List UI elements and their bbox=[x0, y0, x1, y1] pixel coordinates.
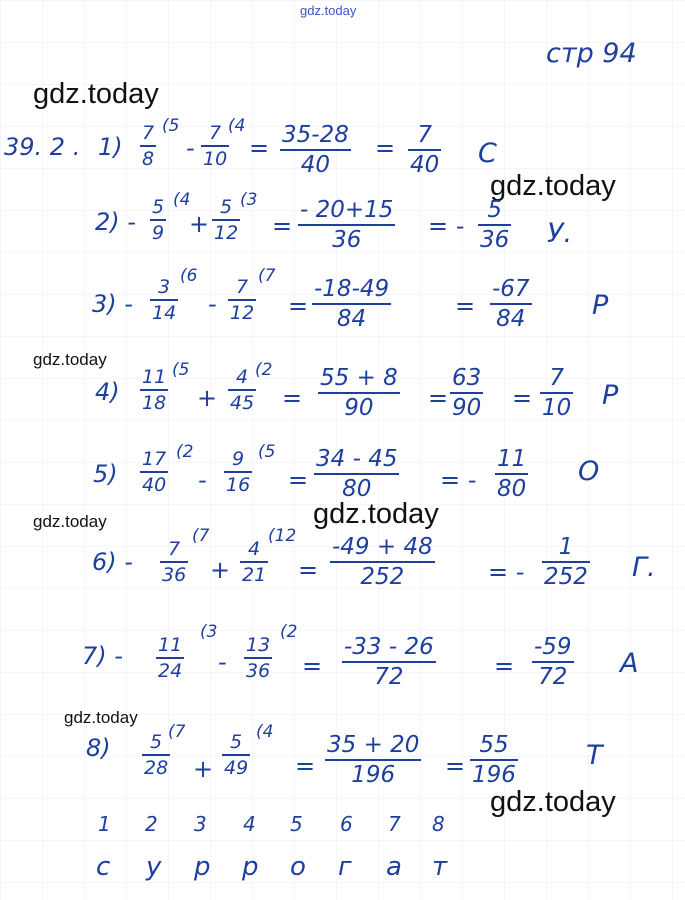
numerator: 11 bbox=[497, 446, 527, 472]
fraction-1 bbox=[140, 368, 168, 413]
numerator: 35 + 20 bbox=[327, 732, 420, 758]
fraction-3 bbox=[312, 278, 391, 331]
equals: = bbox=[375, 134, 396, 162]
equals: = bbox=[428, 384, 449, 412]
factor: (2 bbox=[280, 622, 298, 642]
numerator: 5 bbox=[230, 731, 243, 753]
factor: (5 bbox=[258, 442, 276, 462]
factor: (12 bbox=[268, 526, 297, 546]
numerator: 5 bbox=[220, 196, 233, 218]
fraction-3 bbox=[330, 536, 435, 589]
denominator: 28 bbox=[144, 757, 169, 779]
numerator: -18-49 bbox=[314, 276, 390, 302]
number-6: 6 bbox=[340, 812, 353, 836]
factor: (2 bbox=[176, 442, 194, 462]
numerator: 3 bbox=[158, 276, 171, 298]
numerator: 5 bbox=[152, 196, 165, 218]
denominator: 45 bbox=[230, 392, 255, 414]
equals: = bbox=[302, 652, 323, 680]
letter-6: г bbox=[338, 852, 352, 882]
equals: = - bbox=[488, 558, 525, 586]
fraction-4 bbox=[495, 448, 528, 501]
operator: + bbox=[210, 556, 231, 584]
numerator: 1 bbox=[558, 534, 574, 560]
watermark-6: gdz.today bbox=[64, 708, 138, 727]
fraction-2 bbox=[240, 540, 268, 585]
operator: - bbox=[186, 134, 195, 162]
factor: (4 bbox=[173, 190, 191, 210]
row-label: 5) bbox=[93, 460, 118, 488]
fraction-3 bbox=[314, 448, 399, 501]
denominator: 80 bbox=[497, 476, 527, 502]
answer-letter: Т bbox=[586, 740, 603, 771]
factor: (7 bbox=[258, 266, 276, 286]
numerator: 7 bbox=[417, 122, 432, 148]
equals: = bbox=[455, 292, 476, 320]
watermark-2: gdz.today bbox=[490, 170, 616, 202]
operator: - bbox=[208, 290, 217, 318]
equals: = bbox=[288, 292, 309, 320]
denominator: 36 bbox=[246, 660, 271, 682]
numerator: 63 bbox=[452, 365, 482, 391]
number-5: 5 bbox=[290, 812, 303, 836]
answer-letter: Р bbox=[602, 380, 619, 411]
row-label: 2) - bbox=[95, 208, 136, 236]
answer-letter: Г. bbox=[632, 552, 656, 583]
denominator: 40 bbox=[300, 152, 331, 178]
denominator: 12 bbox=[230, 302, 255, 324]
answer-letter: О bbox=[578, 456, 600, 487]
numerator: 13 bbox=[246, 634, 271, 656]
numerator: 7 bbox=[209, 122, 222, 144]
number-2: 2 bbox=[145, 812, 158, 836]
fraction-4 bbox=[470, 734, 518, 787]
fraction-5 bbox=[540, 367, 573, 420]
denominator: 10 bbox=[542, 395, 572, 421]
row-label: 6) - bbox=[92, 548, 133, 576]
denominator: 196 bbox=[472, 762, 516, 788]
letter-1: с bbox=[96, 852, 111, 882]
fraction-1 bbox=[140, 124, 156, 169]
factor: (5 bbox=[162, 116, 180, 136]
fraction-3 bbox=[280, 124, 351, 177]
factor: (4 bbox=[256, 722, 274, 742]
number-4: 4 bbox=[243, 812, 256, 836]
numerator: 4 bbox=[248, 538, 261, 560]
numerator: 11 bbox=[158, 634, 183, 656]
fraction-1 bbox=[160, 540, 188, 585]
watermark-1: gdz.today bbox=[33, 78, 159, 110]
numerator: 17 bbox=[142, 448, 167, 470]
fraction-4 bbox=[450, 367, 483, 420]
numerator: -59 bbox=[534, 634, 572, 660]
letter-3: р bbox=[194, 852, 211, 882]
numerator: 7 bbox=[236, 276, 249, 298]
task-label: 39. 2 . bbox=[4, 133, 81, 161]
letter-2: у bbox=[146, 852, 162, 882]
fraction-3 bbox=[342, 636, 436, 689]
fraction-3 bbox=[325, 734, 421, 787]
fraction-2 bbox=[212, 198, 240, 243]
denominator: 8 bbox=[142, 148, 155, 170]
number-7: 7 bbox=[388, 812, 401, 836]
number-1: 1 bbox=[98, 812, 111, 836]
fraction-3 bbox=[298, 199, 395, 252]
denominator: 84 bbox=[336, 306, 367, 332]
operator: - bbox=[198, 466, 207, 494]
denominator: 40 bbox=[142, 474, 167, 496]
row-label: 7) - bbox=[82, 642, 123, 670]
watermark-top: gdz.today bbox=[300, 3, 357, 18]
operator: + bbox=[197, 384, 218, 412]
fraction-3 bbox=[318, 367, 400, 420]
denominator: 36 bbox=[480, 227, 510, 253]
factor: (2 bbox=[255, 360, 273, 380]
fraction-1 bbox=[142, 733, 170, 778]
denominator: 9 bbox=[152, 222, 165, 244]
factor: (5 bbox=[172, 360, 190, 380]
fraction-4 bbox=[542, 536, 590, 589]
denominator: 36 bbox=[162, 564, 187, 586]
answer-letter: А bbox=[620, 648, 639, 679]
equals: = bbox=[272, 212, 293, 240]
denominator: 196 bbox=[351, 762, 396, 788]
equals: = bbox=[249, 134, 270, 162]
number-3: 3 bbox=[194, 812, 207, 836]
denominator: 36 bbox=[332, 227, 362, 253]
fraction-4 bbox=[490, 278, 532, 331]
number-8: 8 bbox=[432, 812, 445, 836]
fraction-1 bbox=[156, 636, 184, 681]
denominator: 49 bbox=[224, 757, 249, 779]
numerator: 5 bbox=[150, 731, 163, 753]
denominator: 90 bbox=[344, 395, 374, 421]
equals: = - bbox=[428, 212, 465, 240]
answer-letter: С bbox=[478, 138, 497, 169]
letter-7: а bbox=[386, 852, 402, 882]
numerator: 4 bbox=[236, 366, 249, 388]
numerator: 11 bbox=[142, 366, 167, 388]
watermark-5: gdz.today bbox=[313, 498, 439, 530]
numerator: -49 + 48 bbox=[332, 534, 433, 560]
numerator: 7 bbox=[549, 365, 564, 391]
denominator: 18 bbox=[142, 392, 167, 414]
letter-4: р bbox=[242, 852, 259, 882]
factor: (3 bbox=[240, 190, 258, 210]
denominator: 72 bbox=[538, 664, 568, 690]
operator: - bbox=[218, 648, 227, 676]
operator: + bbox=[193, 755, 214, 783]
denominator: 24 bbox=[158, 660, 183, 682]
numerator: 7 bbox=[142, 122, 155, 144]
numerator: 9 bbox=[232, 448, 245, 470]
numerator: 55 bbox=[479, 732, 509, 758]
numerator: -33 - 26 bbox=[344, 634, 434, 660]
denominator: 14 bbox=[152, 302, 177, 324]
denominator: 84 bbox=[496, 306, 526, 332]
answer-letter: Р bbox=[592, 290, 609, 321]
equals: = bbox=[282, 384, 303, 412]
equals: = bbox=[295, 752, 316, 780]
page-reference: стр 94 bbox=[546, 38, 637, 69]
fraction-4 bbox=[532, 636, 574, 689]
denominator: 252 bbox=[360, 564, 405, 590]
equals: = bbox=[298, 556, 319, 584]
fraction-1 bbox=[150, 198, 166, 243]
fraction-2 bbox=[224, 450, 252, 495]
equals: = - bbox=[440, 466, 477, 494]
factor: (3 bbox=[200, 622, 218, 642]
operator: + bbox=[189, 210, 210, 238]
denominator: 252 bbox=[544, 564, 588, 590]
numerator: 7 bbox=[168, 538, 181, 560]
watermark-4: gdz.today bbox=[33, 512, 107, 531]
denominator: 80 bbox=[342, 476, 372, 502]
numerator: 5 bbox=[487, 197, 502, 223]
fraction-2 bbox=[222, 733, 250, 778]
denominator: 21 bbox=[242, 564, 267, 586]
fraction-2 bbox=[244, 636, 272, 681]
watermark-3: gdz.today bbox=[33, 350, 107, 369]
equals: = bbox=[494, 652, 515, 680]
fraction-1 bbox=[140, 450, 168, 495]
factor: (6 bbox=[180, 266, 198, 286]
denominator: 90 bbox=[452, 395, 482, 421]
denominator: 16 bbox=[226, 474, 251, 496]
row-label: 3) - bbox=[92, 290, 133, 318]
numerator: - 20+15 bbox=[300, 197, 394, 223]
row-label: 1) bbox=[98, 133, 123, 161]
denominator: 40 bbox=[410, 152, 440, 178]
factor: (7 bbox=[168, 722, 186, 742]
fraction-2 bbox=[228, 368, 256, 413]
factor: (4 bbox=[228, 116, 246, 136]
denominator: 12 bbox=[214, 222, 239, 244]
equals: = bbox=[512, 384, 533, 412]
letter-8: т bbox=[432, 852, 448, 882]
numerator: 55 + 8 bbox=[320, 365, 398, 391]
fraction-2 bbox=[201, 124, 229, 169]
denominator: 72 bbox=[374, 664, 404, 690]
row-label: 4) bbox=[95, 378, 120, 406]
letter-5: о bbox=[290, 852, 306, 882]
fraction-1 bbox=[150, 278, 178, 323]
denominator: 10 bbox=[203, 148, 228, 170]
row-label: 8) bbox=[86, 734, 111, 762]
fraction-2 bbox=[228, 278, 256, 323]
fraction-4 bbox=[408, 124, 441, 177]
numerator: 34 - 45 bbox=[316, 446, 398, 472]
equals: = bbox=[445, 752, 466, 780]
numerator: 35-28 bbox=[282, 122, 349, 148]
equals: = bbox=[288, 466, 309, 494]
watermark-7: gdz.today bbox=[490, 786, 616, 818]
factor: (7 bbox=[192, 526, 210, 546]
answer-letter: У. bbox=[547, 218, 573, 249]
numerator: -67 bbox=[492, 276, 530, 302]
fraction-4 bbox=[478, 199, 511, 252]
